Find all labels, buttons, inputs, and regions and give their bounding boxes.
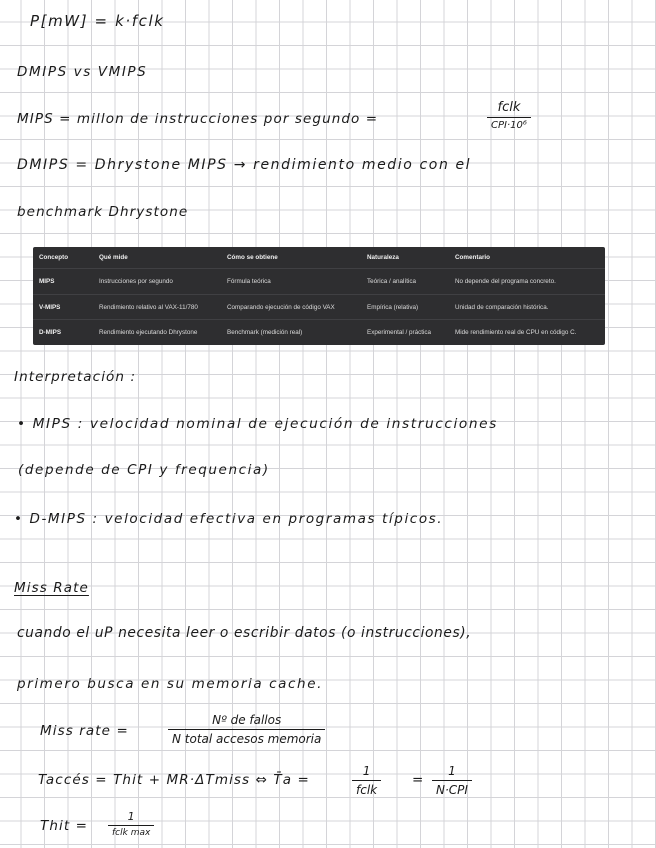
table-header: Qué mide [93, 247, 221, 269]
cache-explanation-line2: primero busca en su memoria cache. [17, 676, 324, 692]
table-cell: D-MIPS [39, 329, 62, 337]
table-header: Concepto [33, 247, 93, 269]
table-cell: Teórica / analítica [361, 269, 449, 295]
cache-explanation-line1: cuando el uP necesita leer o escribir datos (o instrucciones), [17, 625, 472, 641]
table-header-row [33, 247, 605, 269]
fraction-denominator: fclk [356, 783, 378, 798]
access-time-fraction-1 [352, 764, 381, 797]
thit-label: Thit = [40, 818, 89, 834]
table-cell: Mide rendimiento real de CPU en código C. [455, 329, 577, 337]
miss-rate-denominator: N total accesos memoria [172, 732, 322, 747]
table-cell: Rendimiento ejecutando Dhrystone [99, 329, 198, 337]
dmips-vs-vmips: DMIPS vs VMIPS [17, 64, 148, 80]
bullet-mips-cont: (depende de CPI y frequencia) [18, 462, 270, 478]
access-time-fraction-2 [432, 764, 472, 797]
dmips-definition: DMIPS = Dhrystone MIPS → rendimiento medio con el [17, 157, 472, 173]
access-time-formula: Taccés = Thit + MR·ΔTmiss ⇔ T̄a = [38, 772, 310, 788]
table-cell: Empírica (relativa) [361, 294, 449, 320]
comparison-table [33, 247, 605, 345]
table-row [33, 320, 605, 345]
fraction-numerator: 1 [362, 764, 371, 778]
fraction-numerator: 1 [448, 764, 456, 778]
power-formula: P[mW] = k·fclk [30, 12, 165, 30]
dmips-definition-cont: benchmark Dhrystone [17, 204, 189, 220]
table-cell: Instrucciones por segundo [93, 269, 221, 295]
table-header: Naturaleza [361, 247, 449, 269]
table-cell: MIPS [33, 269, 93, 295]
equals-sign: = [412, 772, 425, 788]
thit-fraction [108, 810, 154, 838]
miss-rate-fraction [168, 713, 325, 746]
fraction-denominator: N·CPI [436, 783, 468, 798]
mips-fraction-denominator: CPI·10⁶ [491, 120, 527, 132]
table-row [33, 294, 605, 320]
table-row [33, 269, 605, 295]
miss-rate-numerator: Nº de fallos [212, 713, 282, 727]
miss-rate-heading: Miss Rate [14, 580, 89, 596]
mips-definition: MIPS = millon de instrucciones por segundo = [17, 111, 379, 127]
table-cell: Fórmula teórica [221, 269, 361, 295]
mips-fraction [487, 100, 531, 131]
table-cell: Comparando ejecución de código VAX [221, 294, 361, 320]
table-cell: V-MIPS [33, 294, 93, 320]
interpretation-heading: Interpretación : [14, 369, 137, 385]
miss-rate-label: Miss rate = [40, 723, 129, 739]
table-header: Comentario [449, 247, 605, 269]
mips-fraction-numerator: fclk [497, 100, 521, 115]
table-cell: Unidad de comparación histórica. [449, 294, 605, 320]
fraction-denominator: fclk max [112, 828, 151, 839]
table-header: Cómo se obtiene [221, 247, 361, 269]
table-cell: Experimental / práctica [367, 329, 432, 337]
bullet-dmips: • D-MIPS : velocidad efectiva en programas típicos. [14, 511, 444, 527]
bullet-mips: • MIPS : velocidad nominal de ejecución de instrucciones [17, 416, 498, 432]
table-cell: Rendimiento relativo al VAX-11/780 [93, 294, 221, 320]
table-cell: Benchmark (medición real) [227, 329, 303, 337]
fraction-numerator: 1 [127, 810, 135, 823]
table-cell: No depende del programa concreto. [449, 269, 605, 295]
